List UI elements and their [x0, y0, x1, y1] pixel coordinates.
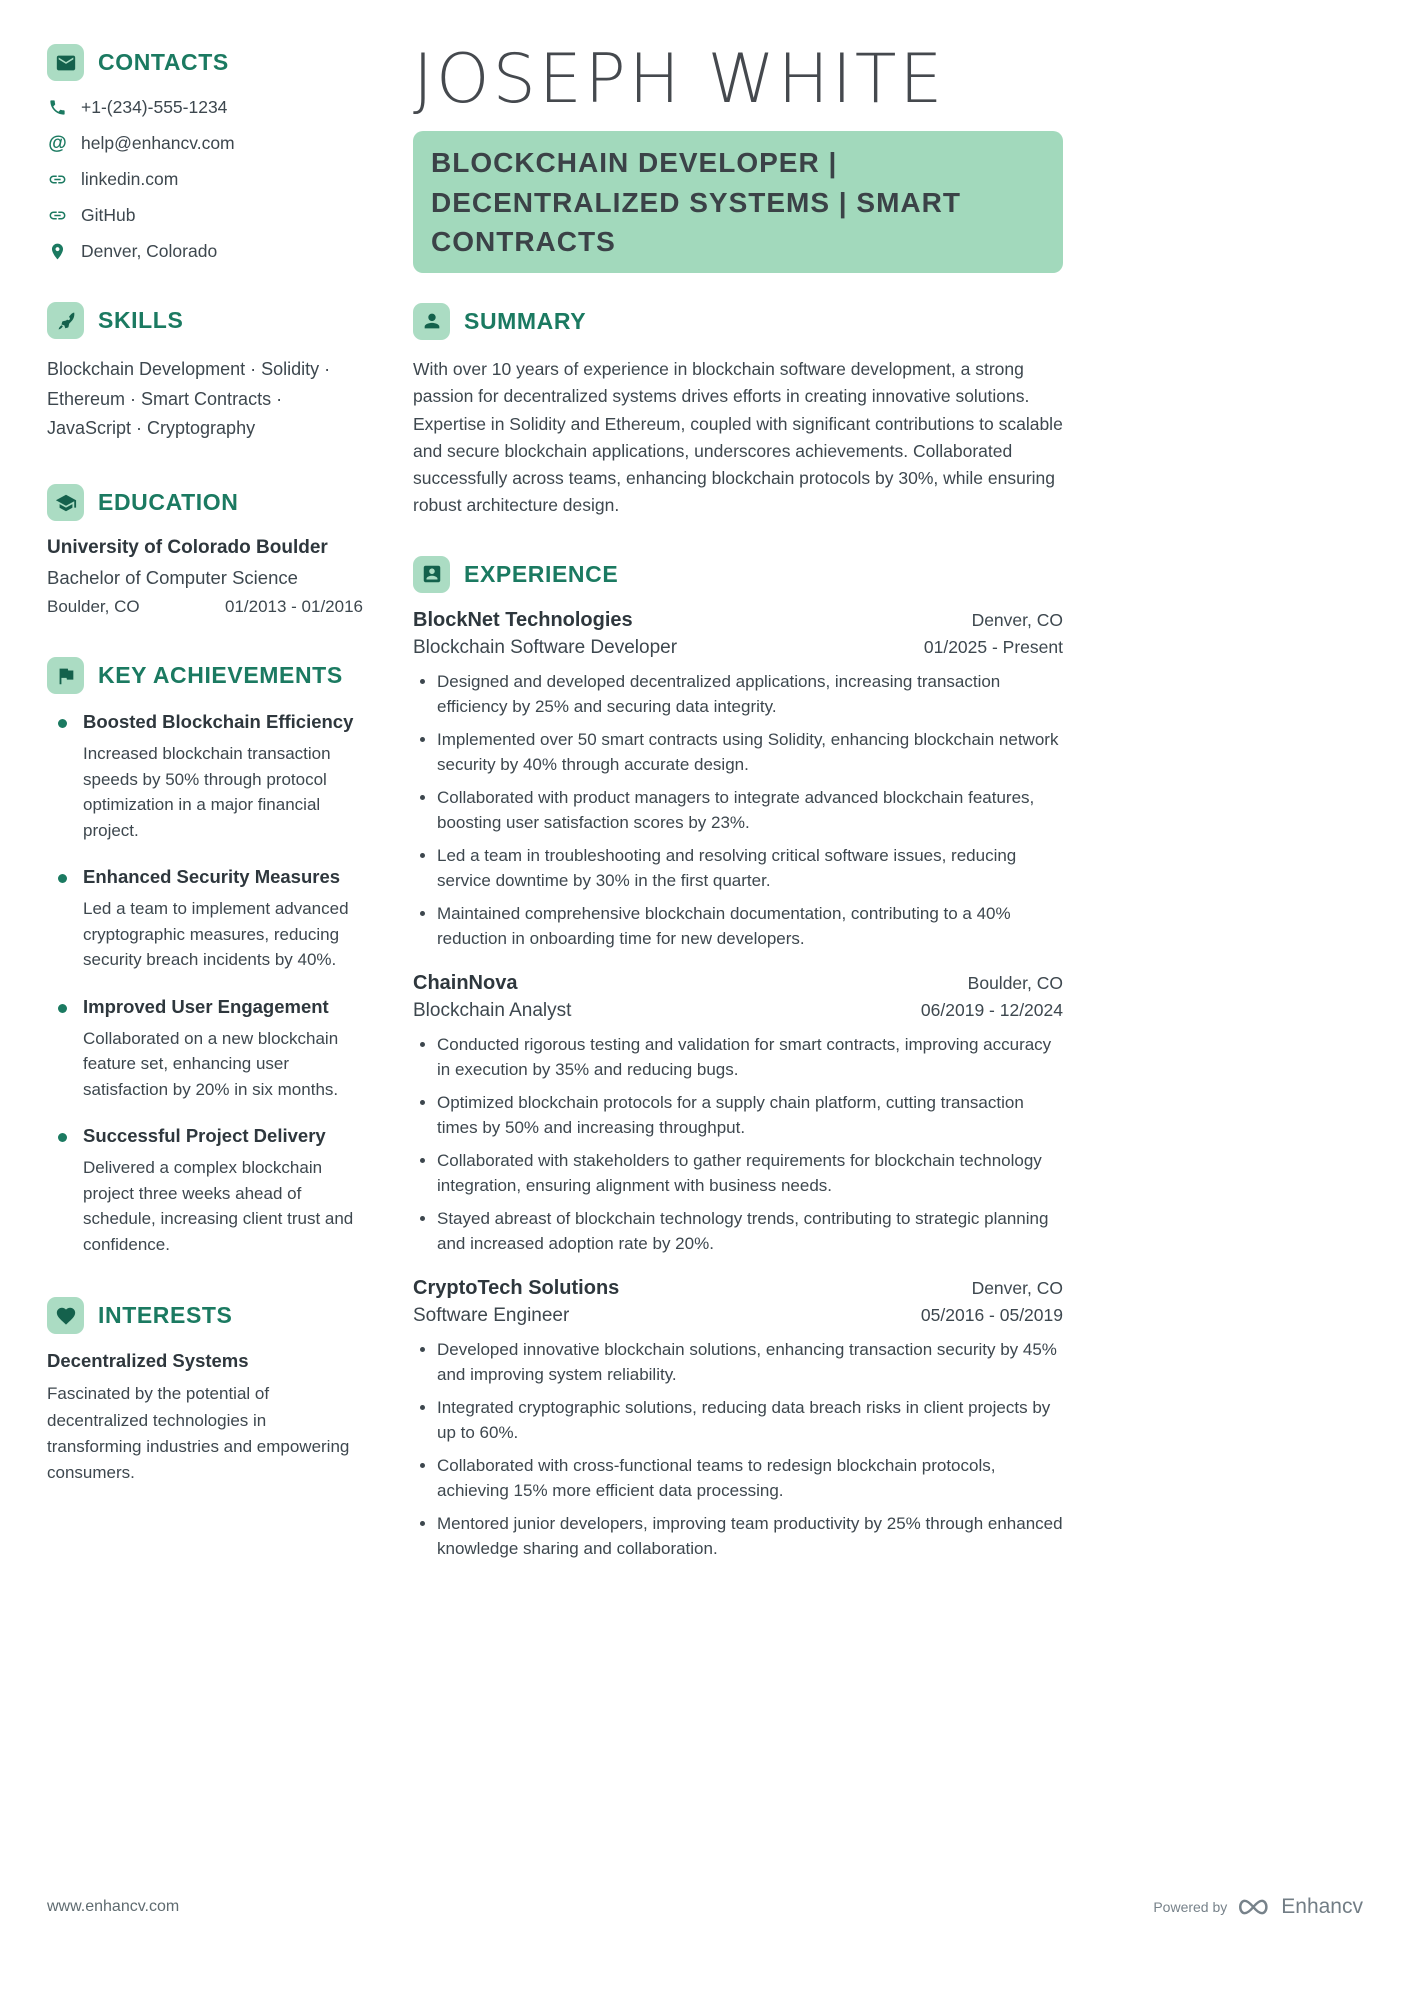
job-bullet: • Implemented over 50 smart contracts using Solidity, enhancing blockchain network security by 40% through accurate design. [437, 727, 1063, 778]
education-heading-row [47, 484, 363, 521]
achievement-item [47, 995, 363, 1103]
bullet-dot-icon [58, 1133, 67, 1142]
job-bullet: • Collaborated with stakeholders to gather requirements for blockchain technology integration, ensuring alignment with business needs. [437, 1148, 1063, 1199]
summary-text: With over 10 years of experience in blockchain software development, a strong passion for decentralized systems drives efforts in creating innovative solutions. Expertise in Solidity and Ethereum, coupled with significant contributions to scalable and secure blockchain applications, underscores achievements. Collaborated successfully across teams, enhancing blockchain protocols by 30%, while ensuring robust architecture design. [413, 358, 1063, 516]
contact-email-text[interactable]: help@enhancv.com [81, 133, 235, 153]
summary-heading: SUMMARY [464, 307, 587, 334]
page-footer [47, 1895, 1363, 1919]
education-school: University of Colorado Boulder [47, 537, 328, 559]
section-interests [47, 1297, 363, 1486]
bullet-dot-icon [58, 1004, 67, 1013]
job-company: CryptoTech Solutions [413, 1276, 620, 1299]
job-company: ChainNova [413, 971, 518, 994]
education-location: Boulder, CO [47, 597, 140, 617]
achievement-body [83, 710, 363, 843]
experience-heading: EXPERIENCE [464, 560, 619, 587]
job-dates: 01/2025 - Present [923, 636, 1063, 657]
job-subheader-row [413, 632, 1063, 659]
bullet-dot-icon [58, 874, 67, 883]
achievement-body [83, 1124, 363, 1257]
job-bullet: • Collaborated with product managers to integrate advanced blockchain features, boosting user satisfaction scores by 23%. [437, 785, 1063, 836]
contacts-heading-row [47, 44, 363, 81]
job-bullet: • Mentored junior developers, improving team productivity by 25% through enhanced knowledge sharing and collaboration. [437, 1511, 1063, 1562]
education-dates: 01/2013 - 01/2016 [224, 597, 363, 617]
at-sign-icon [47, 133, 68, 154]
section-experience [413, 556, 1063, 1562]
section-skills [47, 302, 363, 444]
link-icon [47, 205, 68, 226]
contact-item-email[interactable] [47, 133, 363, 154]
job-bullet-list [413, 669, 1063, 952]
education-heading: EDUCATION [98, 489, 239, 516]
heart-icon [47, 1297, 84, 1334]
location-pin-icon [47, 241, 68, 262]
education-meta-row [47, 597, 363, 617]
section-summary [413, 303, 1063, 520]
job-subheader-row [413, 995, 1063, 1022]
contact-linkedin-text[interactable]: linkedin.com [81, 169, 179, 189]
summary-heading-row [413, 303, 1063, 340]
interests-heading-row [47, 1297, 363, 1334]
achievements-heading-row [47, 657, 363, 694]
job-dates: 05/2016 - 05/2019 [920, 1304, 1063, 1325]
job-role: Blockchain Analyst [413, 999, 572, 1021]
job-bullet: • Developed innovative blockchain solutions, enhancing transaction security by 45% and improving system reliability. [437, 1337, 1063, 1388]
skills-heading: SKILLS [98, 307, 184, 333]
achievement-body [83, 995, 363, 1103]
job-location: Denver, CO [971, 1277, 1063, 1298]
job-company: BlockNet Technologies [413, 608, 633, 631]
contacts-heading: CONTACTS [98, 49, 229, 75]
achievements-heading: KEY ACHIEVEMENTS [98, 662, 343, 689]
skills-heading-row [47, 302, 363, 339]
rocket-icon [47, 302, 84, 339]
interest-text: Fascinated by the potential of decentralized technologies in transforming industries and empowering consumers. [47, 1384, 350, 1483]
achievement-item [47, 865, 363, 973]
job-bullet: • Conducted rigorous testing and validation for smart contracts, improving accuracy in execution by 35% and reducing bugs. [437, 1032, 1063, 1083]
achievement-title: Boosted Blockchain Efficiency [83, 711, 354, 733]
experience-job [413, 609, 1063, 952]
resume-title-badge: BLOCKCHAIN DEVELOPER | DECENTRALIZED SYSTEMS | SMART CONTRACTS [413, 131, 1063, 273]
achievement-text: Delivered a complex blockchain project three weeks ahead of schedule, increasing client trust and confidence. [83, 1158, 354, 1254]
job-bullet: • Integrated cryptographic solutions, reducing data breach risks in client projects by up to 60%. [437, 1395, 1063, 1446]
job-location: Denver, CO [971, 609, 1063, 630]
job-role: Software Engineer [413, 1304, 570, 1326]
achievement-body [83, 865, 363, 973]
experience-job [413, 972, 1063, 1257]
contact-item-linkedin[interactable] [47, 169, 363, 190]
job-bullet: • Collaborated with cross-functional teams to redesign blockchain protocols, achieving 15% more efficient data processing. [437, 1453, 1063, 1504]
achievement-item [47, 710, 363, 843]
resume-name: JOSEPH WHITE [413, 40, 946, 119]
person-badge-icon [413, 556, 450, 593]
enhancv-logo-icon [1237, 1896, 1271, 1918]
powered-by-group[interactable] [1153, 1895, 1363, 1919]
powered-by-label: Powered by [1153, 1899, 1228, 1915]
enhancv-brand-name: Enhancv [1281, 1895, 1363, 1918]
contact-item-phone [47, 97, 363, 118]
job-header-row [413, 609, 1063, 632]
experience-heading-row [413, 556, 1063, 593]
job-dates: 06/2019 - 12/2024 [920, 999, 1063, 1020]
contact-location-text: Denver, Colorado [81, 241, 218, 261]
section-education [47, 484, 363, 617]
skills-list: Blockchain Development · Solidity · Ethereum · Smart Contracts · JavaScript · Cryptography [47, 359, 331, 439]
job-role: Blockchain Software Developer [413, 636, 678, 658]
achievement-text: Led a team to implement advanced cryptographic measures, reducing security breach incidents by 40%. [83, 899, 349, 970]
job-bullet-list [413, 1032, 1063, 1257]
achievement-text: Collaborated on a new blockchain feature set, enhancing user satisfaction by 20% in six months. [83, 1028, 339, 1099]
envelope-icon [47, 44, 84, 81]
achievement-item [47, 1124, 363, 1257]
contact-github-text[interactable]: GitHub [81, 205, 136, 225]
section-achievements [47, 657, 363, 1257]
job-bullet: • Led a team in troubleshooting and resolving critical software issues, reducing service downtime by 30% in the first quarter. [437, 843, 1063, 894]
contact-phone-text: +1-(234)-555-1234 [81, 97, 228, 117]
achievement-title: Successful Project Delivery [83, 1125, 326, 1147]
interests-heading: INTERESTS [98, 1302, 233, 1329]
achievement-title: Improved User Engagement [83, 995, 329, 1017]
job-header-row [413, 1277, 1063, 1300]
job-header-row [413, 972, 1063, 995]
interest-title: Decentralized Systems [47, 1350, 249, 1372]
sidebar [47, 44, 363, 1582]
section-contacts [47, 44, 363, 262]
person-icon [413, 303, 450, 340]
achievement-text: Increased blockchain transaction speeds by 50% through protocol optimization in a major financial project. [83, 744, 331, 840]
contact-item-github[interactable] [47, 205, 363, 226]
main-column [413, 40, 1063, 1582]
job-location: Boulder, CO [967, 972, 1063, 993]
phone-icon [47, 97, 68, 118]
job-bullet: • Maintained comprehensive blockchain documentation, contributing to a 40% reduction in onboarding time for new developers. [437, 901, 1063, 952]
flag-icon [47, 657, 84, 694]
experience-job [413, 1277, 1063, 1562]
job-bullet-list [413, 1337, 1063, 1562]
job-subheader-row [413, 1300, 1063, 1327]
footer-url[interactable]: www.enhancv.com [47, 1898, 180, 1915]
graduation-cap-icon [47, 484, 84, 521]
achievement-title: Enhanced Security Measures [83, 866, 341, 888]
job-bullet: • Designed and developed decentralized applications, increasing transaction efficiency by 25% and securing data integrity. [437, 669, 1063, 720]
job-bullet: • Stayed abreast of blockchain technology trends, contributing to strategic planning and increased adoption rate by 20%. [437, 1206, 1063, 1257]
link-icon [47, 169, 68, 190]
bullet-dot-icon [58, 719, 67, 728]
job-bullet: • Optimized blockchain protocols for a supply chain platform, cutting transaction times by 50% and increasing throughput. [437, 1090, 1063, 1141]
contact-item-location [47, 241, 363, 262]
education-degree: Bachelor of Computer Science [47, 567, 298, 589]
